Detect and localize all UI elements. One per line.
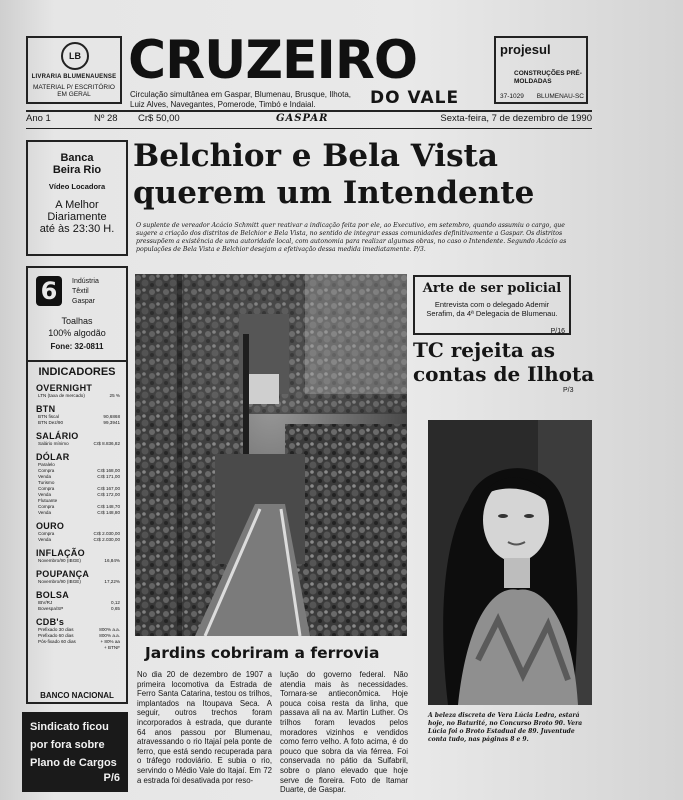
tc-line1: TC rejeita as <box>413 338 555 362</box>
indicator-section-title: BTN <box>36 404 56 414</box>
jardins-col2: lução do governo federal. Não atendia mais às necessidades. Tornara-se antieconômica. Hoje pouca coisa resta da linha, que passava ali na av. Martin Luther. Os trilhos foram levados pelos moradores vizinhos e vendidos como ferro velho. A foto acima, é do pouco que sobra da via férrea. Foi conservada no pátio da Sulfabril, sobre o plano elevado que hoje serve de floreira. Foto de Itamar Duarte, de Gaspar. <box>280 670 408 795</box>
indicator-label: Venda <box>38 510 52 515</box>
indicator-row <box>38 606 120 612</box>
indicator-section-title: POUPANÇA <box>36 569 90 579</box>
textil-l1: Indústria <box>72 278 99 285</box>
indicator-label: Prefixado 60 dias <box>38 633 74 638</box>
indicator-label: IBV/RJ <box>38 600 53 605</box>
indicator-value: + 80% aa <box>100 639 120 644</box>
indicator-label: Compra <box>38 531 55 536</box>
indicator-value: Cr$ 148,70 <box>97 504 120 509</box>
indicator-label: Novembro/90 (IBGE) <box>38 579 81 584</box>
projesul-city: BLUMENAU-SC <box>536 93 584 100</box>
indicator-row <box>38 393 120 399</box>
indicator-row <box>38 441 120 447</box>
livraria-logo: LB <box>61 42 89 70</box>
sindicato-l2: por fora sobre <box>30 739 105 751</box>
indicator-label: BTN Dez/90 <box>38 420 64 425</box>
indicator-section-title: INFLAÇÃO <box>36 548 85 558</box>
portrait-caption: A beleza discreta de Vera Lúcia Ledra, estará hoje, no Baturité, no Concurso Broto 90. Vera Lúcia foi o Broto Estadual de 89. Juventude conta tudo, nas páginas 8 e 9. <box>428 712 583 743</box>
info-rule <box>26 128 592 129</box>
indicator-row <box>38 558 120 564</box>
sindicato-page: P/6 <box>103 772 120 784</box>
indicators-sections <box>28 383 126 651</box>
headline-line2: querem um Intendente <box>133 175 535 211</box>
indicators-title: INDICADORES <box>38 366 116 378</box>
indicator-label: Venda <box>38 537 52 542</box>
indicator-label: Salário mínimo <box>38 441 69 446</box>
arte-box <box>413 275 571 335</box>
indicator-value: 17,22% <box>104 579 120 584</box>
indicator-label: Turismo <box>38 480 55 485</box>
sindicato-teaser <box>22 712 128 792</box>
textil-ad <box>26 266 128 362</box>
indicator-row <box>38 420 120 426</box>
indicator-value: 99,3941 <box>103 420 120 425</box>
textil-l3: Gaspar <box>72 298 95 305</box>
indicator-value: Cr$ 171,00 <box>97 474 120 479</box>
indicator-section-title: DÓLAR <box>36 452 70 462</box>
textil-logo: 6 <box>36 276 62 306</box>
indicator-label: Compra <box>38 504 55 509</box>
portrait-photo-art <box>428 420 592 705</box>
indicator-label: BTN fiscal <box>38 414 59 419</box>
projesul-phone: 37-1029 <box>500 93 524 100</box>
projesul-contact <box>500 93 584 100</box>
indicator-label: LTN (taxa de mercado) <box>38 393 85 398</box>
indicator-section-title: SALÁRIO <box>36 431 79 441</box>
indicator-value: Cr$ 2.030,00 <box>93 537 120 542</box>
indicator-label: Novembro/90 (IBGE) <box>38 558 81 563</box>
indicator-row <box>38 537 120 543</box>
headline-line1: Belchior e Bela Vista <box>133 138 498 174</box>
indicator-section-title: OVERNIGHT <box>36 383 93 393</box>
issue-date: Sexta-feira, 7 de dezembro de 1990 <box>440 113 592 124</box>
indicator-label: Flutuante <box>38 498 58 503</box>
banca-l2: Beira Rio <box>52 164 102 176</box>
indicator-label: Prefixado 30 dias <box>38 627 74 632</box>
jardins-headline: Jardins cobriram a ferrovia <box>145 644 380 662</box>
issue-number: Nº 28 <box>94 113 118 124</box>
indicator-row <box>38 510 120 516</box>
sindicato-l1: Sindicato ficou <box>30 721 109 733</box>
livraria-ad <box>26 36 122 104</box>
arte-text: Entrevista com o delegado Ademir Serafim, da 4ª Delegacia de Blumenau. <box>426 300 558 318</box>
banca-l6: até às 23:30 H. <box>39 223 115 235</box>
sindicato-l3: Plano de Cargos <box>30 757 117 769</box>
edition-name: GASPAR <box>276 113 329 124</box>
banca-ad <box>26 140 128 256</box>
indicator-value: Cr$ 2.030,00 <box>93 531 120 536</box>
indicator-value: 800% a.a. <box>99 627 120 632</box>
banca-l4: A Melhor <box>55 199 99 211</box>
indicator-value: + BTNF <box>104 645 120 650</box>
indicator-row <box>38 579 120 585</box>
indicator-value: 16,84% <box>104 558 120 563</box>
indicator-section-title: CDB's <box>36 617 65 627</box>
livraria-name: LIVRARIA BLUMENAUENSE <box>31 74 117 80</box>
projesul-sub: CONSTRUÇÕES PRÉ-MOLDADAS <box>514 70 582 85</box>
masthead-title: CRUZEIRO <box>128 30 418 91</box>
projesul-ad <box>494 36 588 104</box>
indicators-panel <box>26 360 128 704</box>
indicator-value: Cr$ 167,00 <box>97 486 120 491</box>
textil-l5: 100% algodão <box>48 328 106 338</box>
arte-page: P/16 <box>550 328 565 335</box>
textil-l2: Têxtil <box>72 288 89 295</box>
indicator-value: Cr$ 172,00 <box>97 492 120 497</box>
tc-line2: contas de Ilhota <box>413 362 595 386</box>
indicator-section-title: OURO <box>36 521 65 531</box>
banca-l3: Vídeo Locadora <box>48 182 106 191</box>
indicator-label: Compra <box>38 468 55 473</box>
indicator-value: 25 % <box>109 393 120 398</box>
banca-l5: Diariamente <box>47 211 107 223</box>
main-headline <box>133 138 583 212</box>
issue-price: Cr$ 50,00 <box>138 113 180 124</box>
indicator-value: Cr$ 8.836,82 <box>93 441 120 446</box>
circulation-text: Circulação simultânea em Gaspar, Blumenau, Brusque, Ilhota, Luiz Alves, Navegantes, Pomerode, Timbó e Indaial. <box>130 90 352 109</box>
indicator-value: 800% a.a. <box>99 633 120 638</box>
banca-l1: Banca <box>60 152 94 164</box>
indicator-label: Paralelo <box>38 462 55 467</box>
indicator-value: 0,12 <box>111 600 120 605</box>
indicator-value: Cr$ 148,80 <box>97 510 120 515</box>
indicators-sponsor: BANCO NACIONAL <box>40 691 114 700</box>
textil-l6: Fone: 32-0811 <box>50 342 104 351</box>
railway-photo-art <box>135 274 407 636</box>
tc-page: P/3 <box>563 387 574 394</box>
indicator-value: 0,65 <box>111 606 120 611</box>
indicator-label: Pós-fixado 60 dias <box>38 639 76 644</box>
header-rule <box>26 110 592 112</box>
livraria-sub: MATERIAL P/ ESCRITÓRIO EM GERAL <box>33 84 115 98</box>
tc-headline <box>413 338 613 396</box>
headline-lede: O suplente de vereador Acácio Schmitt quer reativar a indicação feita por ele, ao Executivo, em setembro, quando assumiu o cargo, que sugere a criação dos distritos de Belchior e Bela Vista, no sentido de integrar essas comunidades definitivamente a Gaspar. Os distritos pressupõem a existência de uma autoridade local, com autonomia para realizar algumas obras, no caso o Intendente. Segundo Acácio as populações de Bela Vista e Belchior desejam a efetivação dessa medida imediatamente. P/3. <box>136 222 567 253</box>
indicator-label: Venda <box>38 492 52 497</box>
indicator-value: 90,6868 <box>103 414 120 419</box>
textil-l4: Toalhas <box>61 316 93 326</box>
railway-photo <box>135 274 407 636</box>
arte-title: Arte de ser policial <box>422 281 562 296</box>
indicator-label: Bovespa/SP <box>38 606 64 611</box>
indicator-value: Cr$ 168,00 <box>97 468 120 473</box>
jardins-col1: No dia 20 de dezembro de 1907 a primeira locomotiva da Estrada de Ferro Santa Catarina, testou os trilhos, implantados na Itoupava Seca. A seguir, outros trechos foram incorporados à estrada, que durante 64 anos passou por Blumenau, atravessando o rio Itajaí pela ponte de ferro, que está sendo recuperada para o tráfego rodoviário. E subia o rio, servindo o Médio Vale do Itajaí. Em 72 a estrada foi desativada por reso- <box>137 670 272 785</box>
masthead-subtitle: DO VALE <box>370 88 460 108</box>
portrait-photo <box>428 420 592 705</box>
indicator-label: Venda <box>38 474 52 479</box>
indicator-section-title: BOLSA <box>36 590 69 600</box>
indicator-label: Compra <box>38 486 55 491</box>
issue-year: Ano 1 <box>26 113 51 124</box>
projesul-name: projesul <box>500 42 551 57</box>
indicator-row <box>38 645 120 651</box>
